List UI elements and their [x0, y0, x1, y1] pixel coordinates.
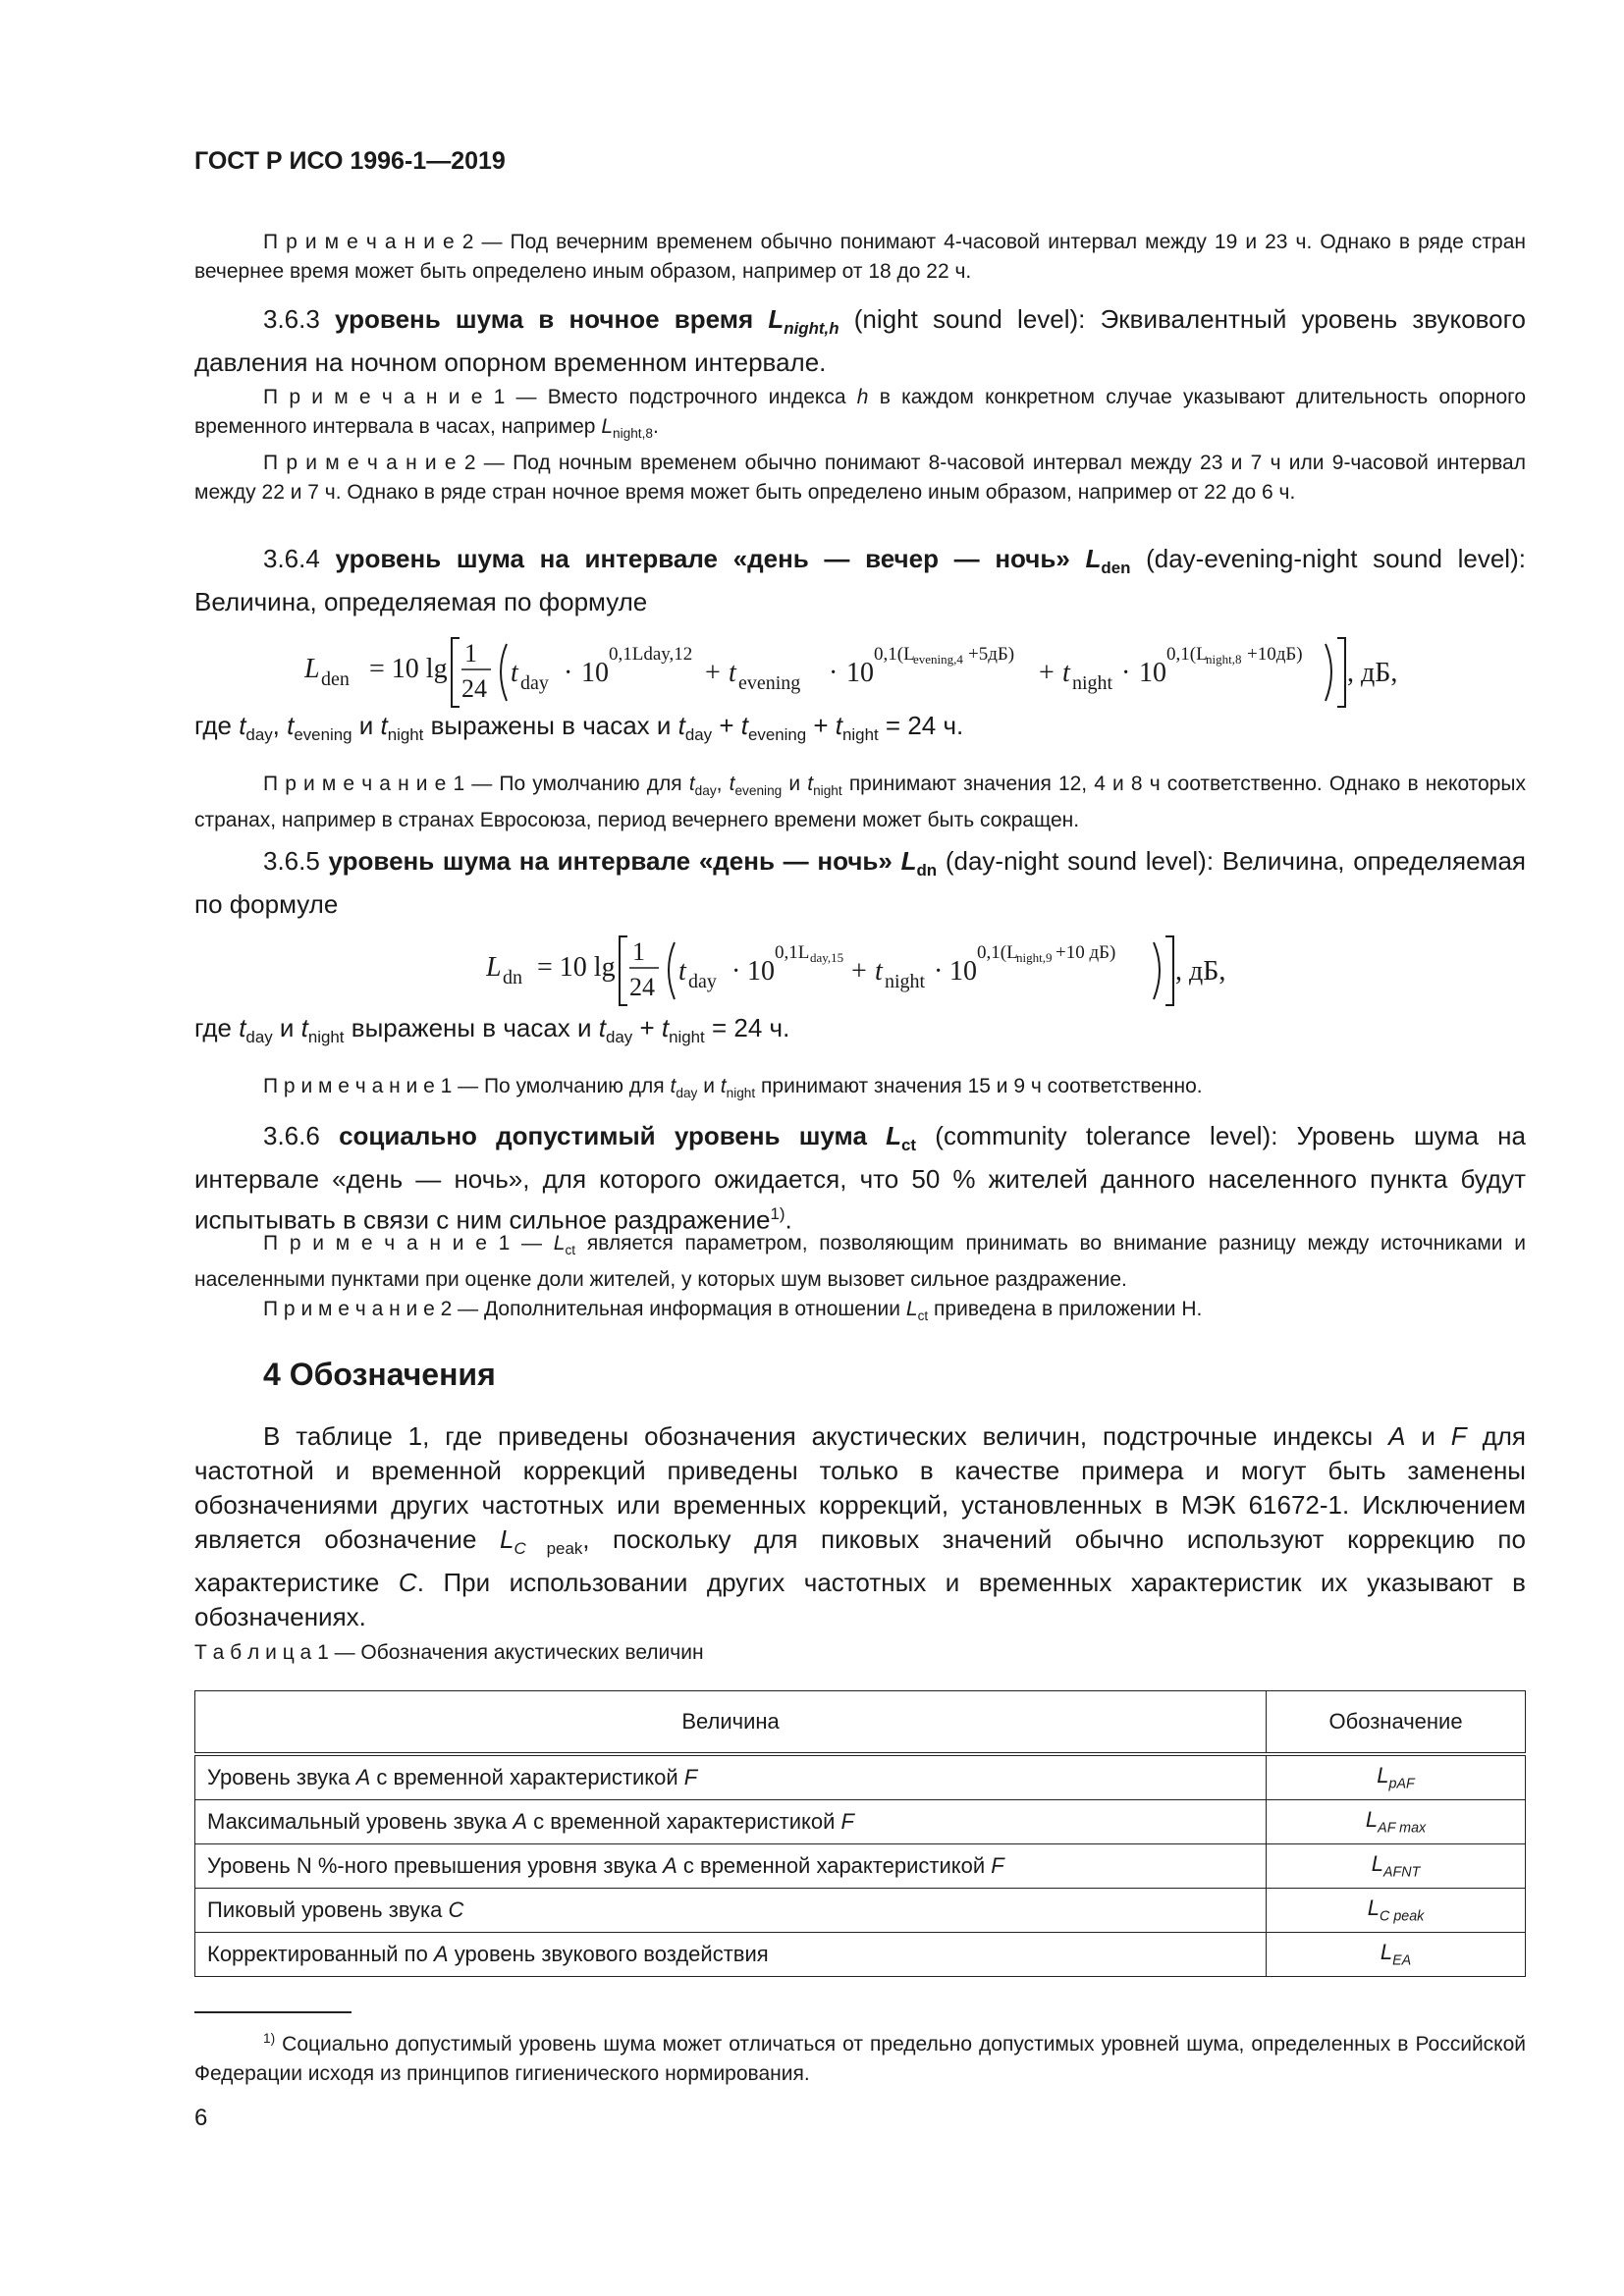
svg-text:t: t	[511, 658, 518, 688]
den-where-clause: где $t_{day}$, $t_{evening}$ и $t_{night}$ выражены в часах и $t_{day} + t_{evening} + t_{night} = 24$ ч.	[194, 711, 964, 745]
svg-text:+: +	[1039, 658, 1055, 688]
table-row: Уровень N %-ного превышения уровня звука A с временной характеристикой F $L_{AFNT}$	[195, 1844, 1526, 1889]
svg-text:night,9: night,9	[1016, 950, 1053, 965]
svg-text:+10дБ): +10дБ)	[1247, 644, 1303, 665]
section-4-paragraph: В таблице 1, где приведены обозначения акустических величин, подстрочные индексы A и F для частотной и временной коррекций приведены только в качестве примера и могут быть заменены обозначениями других частотных или временных коррекций, установленных в МЭК 61672-1. Исключением является обозначение $L_{C peak}$, поскольку для пиковых значений обычно используют коррекцию по характеристике C. При использовании других частотных и временных характеристик их указывают в обозначениях.	[194, 1421, 1526, 1632]
term-community-tolerance: социально допустимый уровень шума	[339, 1121, 867, 1150]
table-caption: Т а б л и ц а 1 — Обозначения акустических величин	[194, 1641, 704, 1664]
svg-text:day: day	[688, 971, 717, 992]
term-den-level: уровень шума на интервале «день — вечер — ночь»	[335, 544, 1070, 573]
formula-dn-svg	[486, 925, 1252, 1013]
page-number: 6	[194, 2105, 208, 2131]
svg-text:L: L	[304, 654, 320, 684]
svg-text:night: night	[1072, 672, 1113, 694]
table-row: Корректированный по A уровень звукового воздействия $L_{EA}$	[195, 1933, 1526, 1977]
svg-text:1: 1	[464, 639, 477, 667]
note-evening-time: П р и м е ч а н и е 2 — Под вечерним временем обычно понимают 4-часовой интервал между 19 и 23 ч. Однако в ряде стран вечернее время может быть определено иным образом, например от 18 до 22 ч.	[194, 231, 1526, 283]
svg-text:t: t	[729, 658, 736, 688]
svg-text:t: t	[875, 956, 883, 987]
footnote-ref: 1)	[770, 1204, 785, 1224]
section-3-6-4-note: П р и м е ч а н и е 1 — По умолчанию для $t_{day}$, $t_{evening}$ и $t_{night}$ принимают значения 12, 4 и 8 ч соответственно. Однако в некоторых странах, например в странах Евросоюза, период вечернего времени может быть сокращен.	[194, 773, 1527, 832]
svg-text:0,1(L: 0,1(L	[977, 942, 1018, 963]
svg-text:10: 10	[1139, 658, 1166, 688]
svg-text:10: 10	[581, 658, 609, 688]
svg-text:night,8: night,8	[1206, 652, 1242, 667]
table-row: Уровень звука A с временной характеристикой F $L_{pAF}$	[195, 1754, 1526, 1800]
svg-text:1: 1	[632, 937, 645, 966]
svg-text:= 10 lg: = 10 lg	[537, 952, 616, 983]
svg-text:10: 10	[747, 956, 775, 987]
svg-text:+10 дБ): +10 дБ)	[1056, 942, 1116, 963]
footnote-separator	[194, 2011, 352, 2013]
formula-den-svg	[304, 626, 1424, 715]
footnote: $^{1)}$ Социально допустимый уровень шума может отличаться от предельно допустимых уровней шума, определенных в Российской Федерации исходя из принципов гигиенического нормирования.	[194, 2031, 1527, 2085]
svg-text:·: ·	[934, 956, 944, 987]
svg-text:+5дБ): +5дБ)	[968, 644, 1015, 665]
svg-text:evening,4: evening,4	[913, 652, 963, 667]
svg-text:0,1L: 0,1L	[775, 942, 810, 963]
section-3-6-6-notes: П р и м е ч а н и е 1 — $L_{ct}$ является параметром, позволяющим принимать во внимание разницу между источниками и населенными пунктами при оценке доли жителей, у которых шум вызовет сильное раздражение. П р и м е ч а н и е 2 — Дополнительная информация в отношении $L_{ct}$ приведена в приложении Н.	[194, 1232, 1527, 1324]
table-row: Пиковый уровень звука C $L_{C peak}$	[195, 1889, 1526, 1933]
svg-text:, дБ,: , дБ,	[1175, 956, 1226, 987]
svg-text:L: L	[486, 952, 502, 983]
svg-text:0,1(L: 0,1(L	[874, 644, 915, 665]
formula-dn	[486, 925, 1252, 1021]
svg-text:0,1Lday,12: 0,1Lday,12	[609, 644, 693, 665]
svg-text:day,15: day,15	[810, 950, 844, 965]
svg-text:= 10 lg: = 10 lg	[369, 654, 448, 684]
dn-where-clause: где $t_{day}$ и $t_{night}$ выражены в часах и $t_{day} + t_{night} = 24$ ч.	[194, 1013, 790, 1047]
term-dn-level: уровень шума на интервале «день — ночь»	[328, 846, 893, 876]
svg-text:·: ·	[1121, 658, 1131, 688]
section-3-6-3: 3.6.3 уровень шума в ночное время $L_{night,h}$ (night sound level): Эквивалентный уровень звукового давления на ночном опорном временном интервале.	[194, 304, 1527, 378]
section-4-heading: 4 Обозначения	[263, 1357, 496, 1392]
note-1: П р и м е ч а н и е 1 — Вместо подстрочного индекса h в каждом конкретном случае указывают длительность опорного временного интервала в часах, например $L_{night,8}$.	[194, 386, 1527, 442]
column-header-symbol: Обозначение	[1267, 1691, 1526, 1755]
svg-text:0,1(L: 0,1(L	[1166, 644, 1208, 665]
note-2: П р и м е ч а н и е 2 — Под ночным временем обычно понимают 8-часовой интервал между 23 и 7 ч или 9-часовой интервал между 22 и 7 ч. Однако в ряде стран ночное время может быть определено иным образом, например от 22 до 6 ч.	[194, 452, 1526, 505]
svg-text:, дБ,: , дБ,	[1347, 658, 1398, 688]
svg-text:night: night	[885, 971, 926, 992]
column-header-quantity: Величина	[195, 1691, 1267, 1755]
svg-text:t: t	[678, 956, 686, 987]
svg-text:10: 10	[949, 956, 977, 987]
section-3-6-5-note: П р и м е ч а н и е 1 — По умолчанию для $t_{day}$ и $t_{night}$ принимают значения 15 и 9 ч соответственно.	[263, 1075, 1203, 1101]
section-3-6-6: 3.6.6 социально допустимый уровень шума $L_{ct}$ (community tolerance level): Уровень шума на интервале «день — ночь», для которого ожидается, что 50 % жителей данного населенного пункта будут испытывать в связи с ним сильное раздражение$^{1)}$.	[194, 1121, 1526, 1235]
svg-text:day: day	[520, 672, 549, 694]
svg-text:·: ·	[564, 658, 573, 688]
symbols-table	[194, 1690, 1526, 1977]
svg-text:24: 24	[629, 973, 655, 1001]
svg-text:·: ·	[829, 658, 839, 688]
footnote-mark: 1)	[263, 2031, 276, 2046]
term-night-level: уровень шума в ночное время	[335, 304, 754, 334]
svg-text:+: +	[851, 956, 867, 987]
table-row: Максимальный уровень звука A с временной характеристикой F $L_{AF max}$	[195, 1800, 1526, 1844]
svg-text:dn: dn	[503, 967, 522, 988]
svg-text:24: 24	[461, 674, 487, 703]
section-3-6-4: 3.6.4 уровень шума на интервале «день — вечер — ночь» $L_{den}$ (day-evening-night sound level): Величина, определяемая по формуле	[194, 544, 1526, 617]
section-3-6-3-notes	[194, 383, 1526, 507]
svg-text:evening: evening	[738, 672, 801, 694]
svg-text:10: 10	[846, 658, 874, 688]
svg-text:·: ·	[731, 956, 741, 987]
svg-text:den: den	[321, 668, 350, 690]
section-3-6-5: 3.6.5 уровень шума на интервале «день — ночь» $L_{dn}$ (day-night sound level): Величина, определяемая по формуле	[194, 846, 1526, 920]
svg-text:t: t	[1062, 658, 1070, 688]
svg-text:+: +	[705, 658, 721, 688]
standard-header: ГОСТ Р ИСО 1996-1—2019	[194, 147, 506, 175]
